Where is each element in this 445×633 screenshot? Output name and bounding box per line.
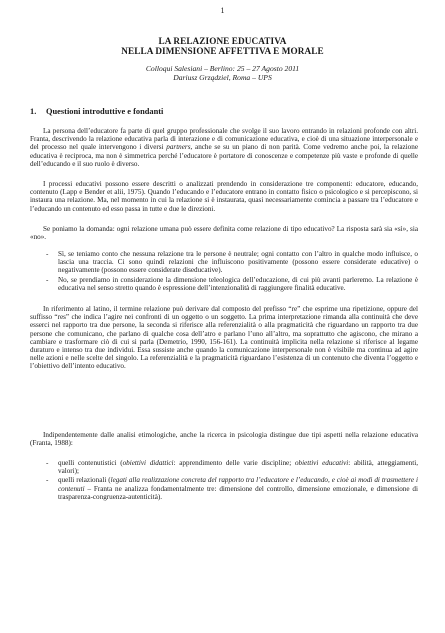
paragraph-1-part-a: La persona dell’educatore fa parte di quel gruppo professionale che svolge il suo lavoro entrando in relazioni profonde con altri. Franta, descrivendo la relazione educativa parla di interazione e di comunicazione educativa, e cioè di una situazione interpersonale e del processo nel quale intervengono i diversi — [30, 127, 418, 152]
list-item-italic: obiettivi didattici — [122, 459, 174, 467]
list-marker: - — [46, 476, 49, 485]
paragraph-5 — [30, 431, 418, 447]
list-item-text: – Franta ne analizza fondamentalmente tre: dimensione del controllo, dimensione emozionale, e dimensione di trasparenza-congruenza-autenticità). — [58, 484, 418, 501]
list-item-italic: legati alla realizzazione concreta del rapporto tra l’educatore e l’educando, e cioè ai modi di trasmettere i contenuti — [58, 476, 418, 493]
section-number: 1. — [30, 107, 37, 116]
answer-list — [46, 250, 418, 293]
paragraph-2 — [30, 180, 418, 213]
list-item-text: : apprendimento delle varie discipline; — [173, 459, 295, 467]
list-marker: - — [46, 459, 49, 467]
paragraph-5-text: Indipendentemente dalle analisi etimologiche, anche la ricerca in psicologia distingue due tipi aspetti nella relazione educativa (Franta, 1988): — [30, 431, 418, 448]
list-marker: - — [46, 250, 49, 258]
list-item — [46, 459, 418, 475]
subtitle-line-1: Colloqui Salesiani – Berlino: 25 – 27 Agosto 2011 — [145, 64, 300, 73]
paragraph-4-text: In riferimento al latino, il termine relazione può derivare dal composto del prefisso “re” che esprime una ripetizione, oppure del suffisso “res” che indica l’agire nei confronti di un oggetto o un soggetto. La prima interpretazione rimanda alla continuità che deve esserci nel rapporto tra due persone, la seconda si riferisce alla referenzialità o alla pragmaticità che riguardano un rapporto tra due persone che comunicano, che parlano di qualche cosa dell’atro e parlano l’uno all’altro, ma soprattutto che agiscono, che mirano a cambiare e trasformare ciò di cui si parla (Demetrio, 1990, 156-161). La continuità implicita nella relazione si riferisce al legame duraturo e intenso tra due individui. Essa sussiste anche quando la comunicazione interpersonale non è visibile ma continua ad agire nelle azioni e nelle scelte del singolo. La referenzialità e la pragmaticità riguardano l’esistenza di un contenuto che diventa l’oggetto e l’obiettivo dell’intento educativo. — [30, 305, 418, 371]
subtitle-line-2: Dariusz Grządziel, Roma – UPS — [173, 73, 272, 82]
list-item-italic: obiettivi educativi — [294, 459, 349, 467]
list-item — [46, 276, 418, 292]
paragraph-1 — [30, 127, 418, 168]
document-title — [0, 36, 445, 56]
paragraph-1-part-c: , anche se su un piano di non parità. Come vedremo anche poi, la relazione educativa è reciproca, ma non è simmetrica perché l’educatore è portatore di conoscenze e competenze più vaste e profonde di quelle dell’educando e il suo ruolo è diverso. — [30, 143, 418, 168]
list-item — [46, 476, 418, 501]
page-number: 1 — [220, 6, 225, 15]
list-item-text: Sì, se teniamo conto che nessuna relazione tra le persone è neutrale; ogni contatto con l’altro in qualche modo influisce, o lascia una traccia. Ci sono quindi relazioni che influiscono positivamente (possono essere considerate educative) o negativamente (possono essere considerate diseducative). — [58, 250, 418, 275]
list-item-text: : abilità, atteggiamenti, valori); — [58, 459, 418, 476]
list-item-text: quelli relazionali ( — [58, 476, 111, 485]
paragraph-1-italic: partners — [166, 143, 191, 152]
list-marker: - — [46, 275, 49, 284]
paragraph-4 — [30, 305, 418, 371]
paragraph-3 — [30, 225, 418, 241]
list-item-text: No, se prendiamo in considerazione la dimensione teleologica dell’educazione, di cui più avanti parleremo. La relazione è educativa nel senso stretto quando è espressione dell’intenzionalità di raggiungere finalità educative. — [58, 275, 418, 292]
section-heading — [30, 107, 163, 116]
document-subtitle — [0, 64, 445, 82]
title-line-1: LA RELAZIONE EDUCATIVA — [158, 36, 287, 46]
aspects-list — [46, 459, 418, 502]
list-item — [46, 250, 418, 275]
paragraph-3-text: Se poniamo la domanda: ogni relazione umana può essere definita come relazione di tipo educativo? La risposta sarà sia «sì», sia «no». — [30, 225, 418, 242]
section-title: Questioni introduttive e fondanti — [46, 107, 164, 116]
list-item-text: quelli contenutistici ( — [58, 459, 123, 467]
paragraph-2-text: I processi educativi possono essere descritti o analizzati prendendo in considerazione tre componenti: educatore, educando, contenuto (Lapp e Bender et alii, 1975). Quando l’educando e l’educatore entrano in contatto fisico o psicologico e si percepiscono, si instaura una relazione. Ma, nel momento in cui la relazione si è instaurata, quasi necessariamente comincia a passare tra l’educatore e l’educando un contenuto ed esso passa in tutte e due le direzioni. — [30, 180, 418, 213]
title-line-2: NELLA DIMENSIONE AFFETTIVA E MORALE — [121, 46, 324, 56]
